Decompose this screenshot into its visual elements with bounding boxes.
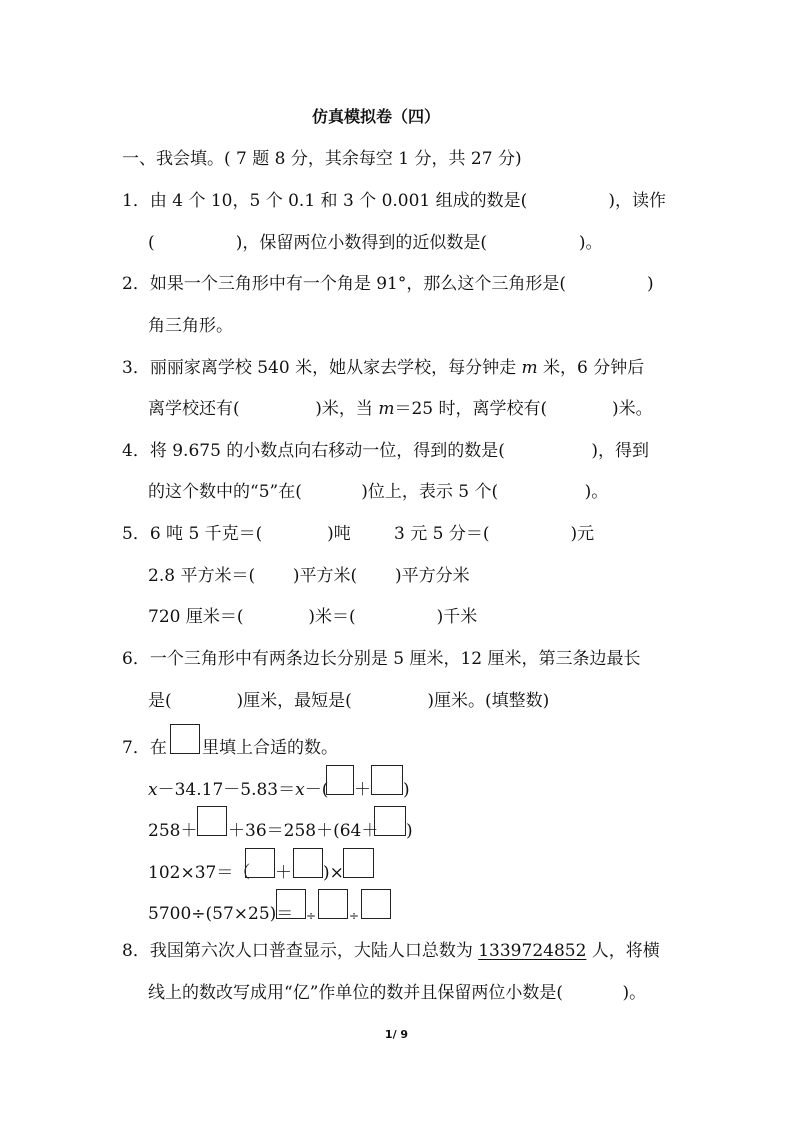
close-paren: ) xyxy=(403,780,410,800)
division-sign: ÷ xyxy=(349,909,360,923)
answer-box[interactable] xyxy=(318,889,348,919)
expression-4-part-a: 5700÷(57×25)＝ xyxy=(148,904,294,924)
underlined-population-number: 1339724852 xyxy=(478,941,587,961)
section-heading: 一、我会填。( 7 题 8 分，其余每空 1 分，共 27 分) xyxy=(122,149,522,169)
question-3-text-d: ＝25 时，离学校有( )米。 xyxy=(394,399,653,419)
answer-box[interactable] xyxy=(371,765,403,795)
question-4-line-2: 的这个数中的“5”在( )位上，表示 5 个( )。 xyxy=(148,482,609,502)
expression-1-text: －34.17－5.83＝ xyxy=(157,780,296,800)
variable-x: x xyxy=(148,780,158,800)
variable-m: m xyxy=(521,358,538,378)
close-paren-times: )× xyxy=(323,863,344,883)
question-3-text-c: 离学校还有( )米，当 xyxy=(148,399,379,419)
question-8-text-a: 8．我国第六次人口普查显示，大陆人口总数为 xyxy=(122,941,479,961)
question-2-line-2: 角三角形。 xyxy=(148,316,233,336)
answer-box[interactable] xyxy=(343,848,374,878)
question-5-line-3: 720 厘米＝( )米＝( )千米 xyxy=(148,607,478,627)
question-4-line-1: 4．将 9.675 的小数点向右移动一位，得到的数是( )，得到 xyxy=(122,441,650,461)
page-title: 仿真模拟卷（四） xyxy=(312,107,441,126)
question-1-line-1: 1．由 4 个 10，5 个 0.1 和 3 个 0.001 组成的数是( )，读作 xyxy=(122,191,666,211)
expression-2-part-a: 258＋ xyxy=(148,821,198,841)
question-7-prompt-a: 7．在 xyxy=(122,738,167,758)
answer-box[interactable] xyxy=(276,889,306,919)
plus-sign: ＋ xyxy=(275,863,292,883)
answer-box[interactable] xyxy=(326,765,354,795)
page-number: 1/ 9 xyxy=(384,1028,409,1041)
question-8-line-1 xyxy=(122,940,660,962)
variable-x: x xyxy=(295,780,305,800)
question-3-line-2 xyxy=(148,398,653,420)
question-7-prompt-b: 里填上合适的数。 xyxy=(202,738,338,758)
question-6-line-2: 是( )厘米，最短是( )厘米。(填整数) xyxy=(148,691,550,711)
question-6-line-1: 6．一个三角形中有两条边长分别是 5 厘米，12 厘米，第三条边最长 xyxy=(122,649,641,669)
close-paren: ) xyxy=(406,821,413,841)
answer-box[interactable] xyxy=(197,806,227,836)
question-8-text-b: 人，将横 xyxy=(586,941,660,961)
expression-1-part-a xyxy=(148,779,328,801)
question-1-line-2: ( )，保留两位小数得到的近似数是( )。 xyxy=(148,233,603,253)
question-5-line-1: 5．6 吨 5 千克＝( )吨 3 元 5 分＝( )元 xyxy=(122,524,595,544)
answer-box[interactable] xyxy=(245,848,275,878)
answer-box[interactable] xyxy=(293,848,323,878)
expression-2-part-b: ＋36＝258＋(64＋ xyxy=(228,821,379,841)
question-3-line-1 xyxy=(122,357,644,379)
question-8-line-2: 线上的数改写成用“亿”作单位的数并且保留两位小数是( )。 xyxy=(148,983,647,1003)
plus-sign: ＋ xyxy=(354,780,371,800)
question-2-line-1: 2．如果一个三角形中有一个角是 91°，那么这个三角形是( ) xyxy=(122,274,654,294)
answer-box[interactable] xyxy=(170,724,200,754)
answer-box[interactable] xyxy=(361,889,391,919)
expression-3-part-a: 102×37＝（ xyxy=(148,863,251,883)
expression-1-text: －( xyxy=(304,780,329,800)
question-3-text-a: 3．丽丽家离学校 540 米，她从家去学校，每分钟走 xyxy=(122,358,522,378)
variable-m: m xyxy=(378,399,395,419)
division-sign: ÷ xyxy=(306,909,317,923)
question-5-line-2: 2.8 平方米＝( )平方米( )平方分米 xyxy=(148,566,470,586)
answer-box[interactable] xyxy=(374,806,406,836)
question-3-text-b: 米，6 分钟后 xyxy=(537,358,645,378)
